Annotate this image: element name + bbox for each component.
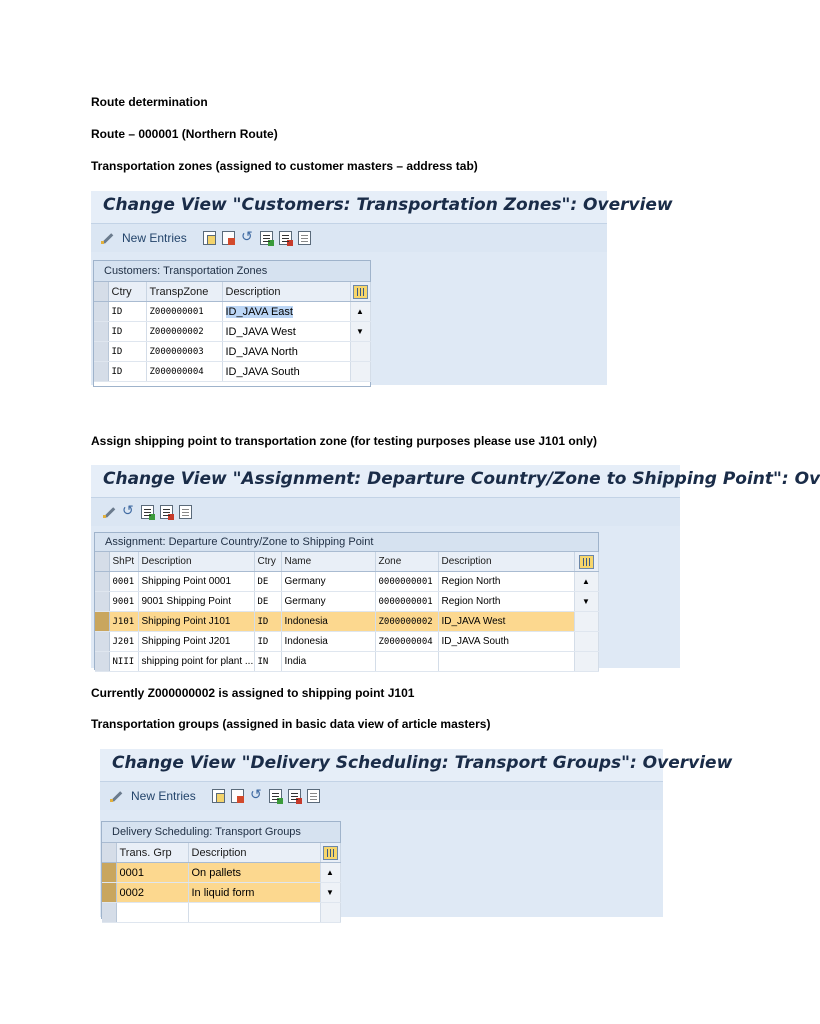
panel-title: Delivery Scheduling: Transport Groups [102,822,340,843]
description-cell[interactable]: 9001 Shipping Point [138,592,254,612]
column-settings-icon[interactable] [579,555,594,569]
ctry-cell[interactable]: ID [254,632,281,652]
screen-title-bar [91,465,820,498]
scroll-down-icon[interactable]: ▼ [350,322,370,342]
zone-description-cell[interactable] [438,652,574,672]
select-all-cell[interactable] [102,843,116,863]
row-selector[interactable] [95,632,109,652]
doc-heading: Route determination [91,95,208,109]
description-cell[interactable] [222,302,350,322]
table-row-empty[interactable] [102,903,340,923]
zone-description-cell[interactable]: ID_JAVA West [438,612,574,632]
deselect-icon[interactable] [298,231,311,245]
row-selector[interactable] [95,592,109,612]
screen-title: Change View "Assignment: Departure Country/Zone to Shipping Point": Ov [103,469,820,489]
customers-zones-screen [91,191,673,385]
row-selector[interactable] [102,903,116,923]
col-header: TranspZone [146,282,222,302]
zones-panel [93,260,371,387]
groups-line: Transportation groups (assigned in basic data view of article masters) [91,717,491,731]
shpt-cell[interactable]: J101 [109,612,138,632]
screen-title: Change View "Customers: Transportation Zones": Overview [103,195,673,215]
row-selector[interactable] [102,883,116,903]
col-header: Name [281,552,375,572]
col-header: ShPt [109,552,138,572]
row-selector[interactable] [102,863,116,883]
toolbar [100,782,663,810]
assignment-table [95,552,599,672]
zone-cell[interactable]: Z000000001 [146,302,222,322]
undo-icon[interactable] [122,505,135,519]
row-selector[interactable] [94,362,108,382]
save-icon[interactable] [231,789,244,803]
description-cell[interactable]: ID_JAVA West [222,322,350,342]
select-all-cell[interactable] [95,552,109,572]
description-cell[interactable]: ID_JAVA North [222,342,350,362]
row-selector[interactable] [94,322,108,342]
shpt-cell[interactable]: NIII [109,652,138,672]
zone-description-cell[interactable]: ID_JAVA South [438,632,574,652]
deselect-icon[interactable] [307,789,320,803]
scroll-up-icon[interactable]: ▲ [320,863,340,883]
save-icon[interactable] [222,231,235,245]
column-settings-icon[interactable] [353,285,368,299]
new-entries-button[interactable]: New Entries [131,789,196,803]
pen-icon[interactable] [110,789,123,803]
screen-title-bar [91,191,673,224]
description-cell[interactable]: On pallets [188,863,320,883]
transport-groups-panel [101,821,341,919]
copy-icon[interactable] [203,231,216,245]
col-header: Description [188,843,320,863]
table-row[interactable] [94,362,370,382]
name-cell[interactable]: Indonesia [281,632,375,652]
transport-groups-screen [100,749,733,917]
select-all-icon[interactable] [269,789,282,803]
ctry-cell[interactable]: ID [108,362,146,382]
scrollbar-track[interactable] [574,632,598,652]
ctry-cell[interactable]: ID [108,322,146,342]
ctry-cell[interactable]: ID [108,302,146,322]
deselect-icon[interactable] [179,505,192,519]
scroll-down-icon[interactable]: ▼ [574,592,598,612]
new-entries-button[interactable]: New Entries [122,231,187,245]
scrollbar-track[interactable] [350,362,370,382]
zone-description-cell[interactable]: Region North [438,592,574,612]
transport-groups-table [102,843,341,923]
screen-title-bar [100,749,733,782]
table-row[interactable] [95,632,598,652]
pen-icon[interactable] [101,231,114,245]
panel-title: Assignment: Departure Country/Zone to Shipping Point [95,533,598,552]
table-row[interactable] [95,592,598,612]
zone-description-cell[interactable]: Region North [438,572,574,592]
assignment-panel [94,532,599,670]
description-cell[interactable]: shipping point for plant ... [138,652,254,672]
zone-cell[interactable] [375,652,438,672]
scrollbar-track[interactable] [574,652,598,672]
description-cell[interactable]: Shipping Point J101 [138,612,254,632]
description-value[interactable]: ID_JAVA East [225,305,293,318]
toolbar [91,498,680,526]
name-cell[interactable]: Germany [281,592,375,612]
screen-title: Change View "Delivery Scheduling: Transport Groups": Overview [112,753,733,773]
zone-cell[interactable]: Z000000004 [375,632,438,652]
description-cell[interactable]: Shipping Point J201 [138,632,254,652]
shpt-cell[interactable]: J201 [109,632,138,652]
name-cell[interactable]: Indonesia [281,612,375,632]
name-cell[interactable]: Germany [281,572,375,592]
row-selector[interactable] [95,612,109,632]
ctry-cell[interactable]: ID [108,342,146,362]
shpt-cell[interactable]: 0001 [109,572,138,592]
trans-grp-cell[interactable]: 0002 [116,883,188,903]
ctry-cell[interactable]: DE [254,592,281,612]
pen-icon[interactable] [103,505,116,519]
undo-icon[interactable] [250,789,263,803]
zones-line: Transportation zones (assigned to customer masters – address tab) [91,159,478,173]
select-all-icon[interactable] [141,505,154,519]
table-row-selected[interactable] [102,883,340,903]
toolbar [91,224,607,252]
zone-cell[interactable]: Z000000002 [146,322,222,342]
select-all-icon[interactable] [260,231,273,245]
route-line: Route – 000001 (Northern Route) [91,127,278,141]
ctry-cell[interactable]: DE [254,572,281,592]
table-row-selected[interactable] [102,863,340,883]
col-header: Ctry [108,282,146,302]
scroll-up-icon[interactable]: ▲ [350,302,370,322]
zone-cell[interactable]: Z000000004 [146,362,222,382]
current-line: Currently Z000000002 is assigned to shipping point J101 [91,686,415,700]
shpt-cell[interactable]: 9001 [109,592,138,612]
assign-line: Assign shipping point to transportation zone (for testing purposes please use J101 only) [91,434,598,448]
select-block-icon[interactable] [160,505,173,519]
select-block-icon[interactable] [279,231,292,245]
copy-icon[interactable] [212,789,225,803]
col-header: Description [438,552,574,572]
col-header: Ctry [254,552,281,572]
row-selector[interactable] [94,302,108,322]
row-selector[interactable] [95,572,109,592]
scrollbar-track[interactable] [320,903,340,923]
col-header: Zone [375,552,438,572]
row-selector[interactable] [95,652,109,672]
zone-cell[interactable]: Z000000003 [146,342,222,362]
table-row[interactable] [94,302,370,322]
undo-icon[interactable] [241,231,254,245]
description-cell[interactable]: In liquid form [188,883,320,903]
ctry-cell[interactable]: IN [254,652,281,672]
ctry-cell[interactable]: ID [254,612,281,632]
row-selector[interactable] [94,342,108,362]
assignment-screen [91,465,820,668]
name-cell[interactable]: India [281,652,375,672]
panel-title: Customers: Transportation Zones [94,261,370,282]
zone-cell[interactable]: 0000000001 [375,572,438,592]
trans-grp-cell[interactable]: 0001 [116,863,188,883]
table-row[interactable] [94,342,370,362]
select-all-cell[interactable] [94,282,108,302]
table-row-selected[interactable] [95,612,598,632]
description-cell[interactable]: ID_JAVA South [222,362,350,382]
col-header: Trans. Grp [116,843,188,863]
zone-cell[interactable]: Z000000002 [375,612,438,632]
col-header: Description [138,552,254,572]
col-header: Description [222,282,350,302]
zone-cell[interactable]: 0000000001 [375,592,438,612]
description-cell[interactable] [188,903,320,923]
column-settings-icon[interactable] [323,846,338,860]
description-cell[interactable]: Shipping Point 0001 [138,572,254,592]
scrollbar-track[interactable] [574,612,598,632]
zones-table [94,282,371,382]
scroll-down-icon[interactable]: ▼ [320,883,340,903]
table-row[interactable] [94,322,370,342]
table-row[interactable] [95,572,598,592]
select-block-icon[interactable] [288,789,301,803]
table-row[interactable] [95,652,598,672]
trans-grp-cell[interactable] [116,903,188,923]
scroll-up-icon[interactable]: ▲ [574,572,598,592]
scrollbar-track[interactable] [350,342,370,362]
